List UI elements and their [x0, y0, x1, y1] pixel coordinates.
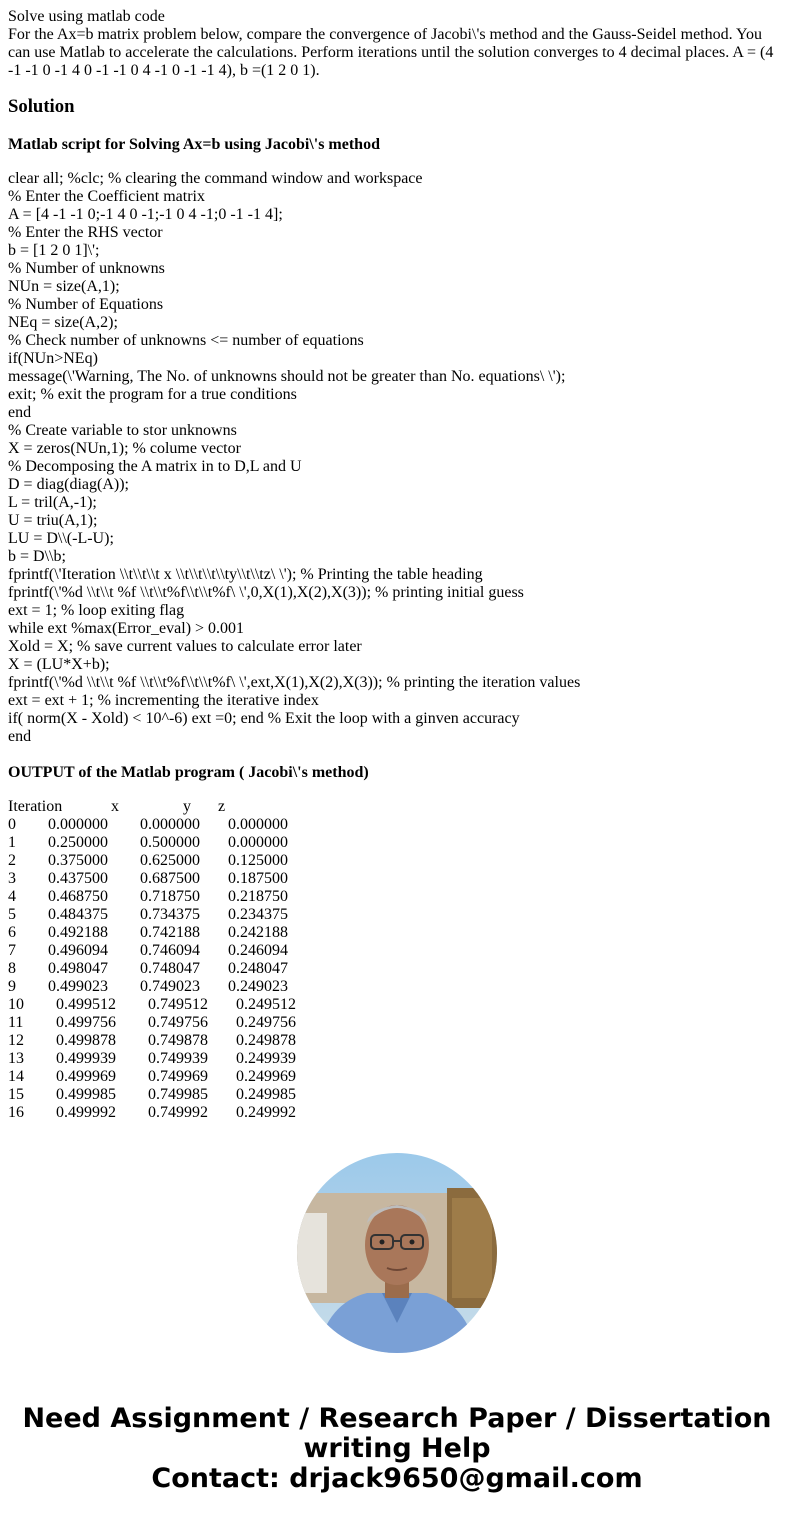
cell-y: 0.734375: [140, 906, 200, 923]
cell-iteration: 6: [8, 924, 16, 941]
code-line: if( norm(X - Xold) < 10^-6) ext =0; end % Exit the loop with a ginven accuracy: [8, 710, 520, 727]
table-header-row: [8, 798, 786, 816]
cell-x: 0.499878: [56, 1032, 116, 1049]
code-line: fprintf(\'%d \\t\\t %f \\t\\t%f\\t\\t%f\ \',0,X(1),X(2),X(3)); % printing initial guess: [8, 584, 524, 601]
code-line: end: [8, 728, 32, 745]
cell-iteration: 4: [8, 888, 16, 905]
cell-y: 0.748047: [140, 960, 200, 977]
table-row: [8, 1050, 786, 1068]
cell-z: 0.249756: [236, 1014, 296, 1031]
code-line: b = [1 2 0 1]\';: [8, 242, 100, 259]
code-line: X = zeros(NUn,1); % colume vector: [8, 440, 241, 457]
header-x: x: [111, 798, 119, 815]
cell-x: 0.250000: [48, 834, 108, 851]
cell-y: 0.500000: [140, 834, 200, 851]
question-body: For the Ax=b matrix problem below, compare the convergence of Jacobi\'s method and the Gauss-Seidel method. You can use Matlab to accelerate the calculations. Perform iterations until the solution converges to 4 decimal places. A = (4 -1 -1 0 -1 4 0 -1 -1 0 4 -1 0 -1 -1 4), b =(1 2 0 1).: [8, 26, 774, 79]
code-line: LU = D\\(-L-U);: [8, 530, 114, 547]
cell-z: 0.249992: [236, 1104, 296, 1121]
cell-iteration: 0: [8, 816, 16, 833]
cell-y: 0.749992: [148, 1104, 208, 1121]
table-row: [8, 1086, 786, 1104]
cell-y: 0.749985: [148, 1086, 208, 1103]
cell-x: 0.499023: [48, 978, 108, 995]
cell-iteration: 7: [8, 942, 16, 959]
table-row: [8, 960, 786, 978]
output-table: [8, 798, 786, 1122]
code-line: exit; % exit the program for a true conditions: [8, 386, 297, 403]
cell-z: 0.246094: [228, 942, 288, 959]
code-line: A = [4 -1 -1 0;-1 4 0 -1;-1 0 4 -1;0 -1 -1 4];: [8, 206, 283, 223]
cell-x: 0.468750: [48, 888, 108, 905]
cell-iteration: 15: [8, 1086, 24, 1103]
table-row: [8, 1068, 786, 1086]
footer-line-1: Need Assignment / Research Paper / Dissertation: [22, 1403, 772, 1434]
code-line: fprintf(\'Iteration \\t\\t\\t x \\t\\t\\t\\ty\\t\\tz\ \'); % Printing the table heading: [8, 566, 483, 583]
cell-iteration: 16: [8, 1104, 24, 1121]
cell-iteration: 10: [8, 996, 24, 1013]
cell-y: 0.000000: [140, 816, 200, 833]
cell-z: 0.000000: [228, 816, 288, 833]
cell-z: 0.218750: [228, 888, 288, 905]
table-row: [8, 924, 786, 942]
table-row: [8, 1104, 786, 1122]
cell-z: 0.249023: [228, 978, 288, 995]
cell-iteration: 14: [8, 1068, 24, 1085]
code-line: if(NUn>NEq): [8, 350, 98, 367]
solution-heading: Solution: [8, 96, 75, 117]
cell-y: 0.749939: [148, 1050, 208, 1067]
cell-z: 0.249878: [236, 1032, 296, 1049]
table-row: [8, 978, 786, 996]
cell-z: 0.187500: [228, 870, 288, 887]
cell-y: 0.749756: [148, 1014, 208, 1031]
cell-x: 0.496094: [48, 942, 108, 959]
cell-iteration: 1: [8, 834, 16, 851]
cell-z: 0.249985: [236, 1086, 296, 1103]
cell-iteration: 11: [8, 1014, 24, 1031]
code-line: Xold = X; % save current values to calculate error later: [8, 638, 362, 655]
cell-x: 0.499969: [56, 1068, 116, 1085]
code-line: ext = 1; % loop exiting flag: [8, 602, 185, 619]
code-line: NUn = size(A,1);: [8, 278, 120, 295]
cell-x: 0.484375: [48, 906, 108, 923]
footer-contact: Contact: drjack9650@gmail.com: [151, 1463, 643, 1494]
author-avatar: [297, 1153, 497, 1353]
code-block: [8, 170, 786, 746]
output-heading: OUTPUT of the Matlab program ( Jacobi\'s method): [8, 764, 369, 781]
table-row: [8, 816, 786, 834]
cell-z: 0.234375: [228, 906, 288, 923]
code-line: X = (LU*X+b);: [8, 656, 110, 673]
cell-z: 0.125000: [228, 852, 288, 869]
table-row: [8, 870, 786, 888]
cell-z: 0.249969: [236, 1068, 296, 1085]
cell-y: 0.687500: [140, 870, 200, 887]
code-line: % Number of unknowns: [8, 260, 165, 277]
code-line: b = D\\b;: [8, 548, 66, 565]
code-line: clear all; %clc; % clearing the command window and workspace: [8, 170, 423, 187]
cell-z: 0.248047: [228, 960, 288, 977]
footer-banner: [0, 1404, 794, 1494]
cell-y: 0.749878: [148, 1032, 208, 1049]
cell-z: 0.249512: [236, 996, 296, 1013]
table-row: [8, 996, 786, 1014]
table-row: [8, 888, 786, 906]
table-row: [8, 1014, 786, 1032]
document-content: [8, 8, 786, 1122]
cell-y: 0.746094: [140, 942, 200, 959]
cell-x: 0.498047: [48, 960, 108, 977]
code-line: L = tril(A,-1);: [8, 494, 97, 511]
script-heading: Matlab script for Solving Ax=b using Jacobi\'s method: [8, 136, 380, 153]
cell-iteration: 9: [8, 978, 16, 995]
cell-x: 0.499992: [56, 1104, 116, 1121]
code-line: % Enter the Coefficient matrix: [8, 188, 205, 205]
cell-x: 0.499985: [56, 1086, 116, 1103]
cell-x: 0.492188: [48, 924, 108, 941]
cell-y: 0.742188: [140, 924, 200, 941]
cell-z: 0.000000: [228, 834, 288, 851]
code-line: NEq = size(A,2);: [8, 314, 118, 331]
table-row: [8, 1032, 786, 1050]
table-row: [8, 852, 786, 870]
code-line: while ext %max(Error_eval) > 0.001: [8, 620, 245, 637]
code-line: ext = ext + 1; % incrementing the iterative index: [8, 692, 319, 709]
cell-x: 0.499756: [56, 1014, 116, 1031]
code-line: % Number of Equations: [8, 296, 164, 313]
code-line: end: [8, 404, 32, 421]
footer-line-2: writing Help: [303, 1433, 491, 1464]
cell-y: 0.718750: [140, 888, 200, 905]
table-row: [8, 942, 786, 960]
cell-y: 0.625000: [140, 852, 200, 869]
cell-y: 0.749969: [148, 1068, 208, 1085]
code-line: message(\'Warning, The No. of unknowns should not be greater than No. equations\ \');: [8, 368, 566, 385]
cell-iteration: 2: [8, 852, 16, 869]
cell-z: 0.242188: [228, 924, 288, 941]
cell-iteration: 3: [8, 870, 16, 887]
code-line: fprintf(\'%d \\t\\t %f \\t\\t%f\\t\\t%f\ \',ext,X(1),X(2),X(3)); % printing the iteration values: [8, 674, 581, 691]
cell-x: 0.499512: [56, 996, 116, 1013]
cell-z: 0.249939: [236, 1050, 296, 1067]
code-line: % Decomposing the A matrix in to D,L and U: [8, 458, 302, 475]
code-line: % Enter the RHS vector: [8, 224, 163, 241]
code-line: D = diag(diag(A));: [8, 476, 129, 493]
cell-x: 0.375000: [48, 852, 108, 869]
header-iteration: Iteration: [8, 798, 63, 815]
cell-y: 0.749512: [148, 996, 208, 1013]
table-row: [8, 834, 786, 852]
author-portrait: [297, 1153, 497, 1353]
question-title: Solve using matlab code: [8, 8, 165, 25]
cell-iteration: 8: [8, 960, 16, 977]
cell-x: 0.499939: [56, 1050, 116, 1067]
cell-y: 0.749023: [140, 978, 200, 995]
cell-iteration: 13: [8, 1050, 24, 1067]
code-line: % Create variable to stor unknowns: [8, 422, 237, 439]
cell-x: 0.437500: [48, 870, 108, 887]
cell-x: 0.000000: [48, 816, 108, 833]
header-z: z: [218, 798, 226, 815]
code-line: U = triu(A,1);: [8, 512, 98, 529]
code-line: % Check number of unknowns <= number of equations: [8, 332, 364, 349]
header-y: y: [183, 798, 191, 815]
table-row: [8, 906, 786, 924]
cell-iteration: 5: [8, 906, 16, 923]
cell-iteration: 12: [8, 1032, 24, 1049]
